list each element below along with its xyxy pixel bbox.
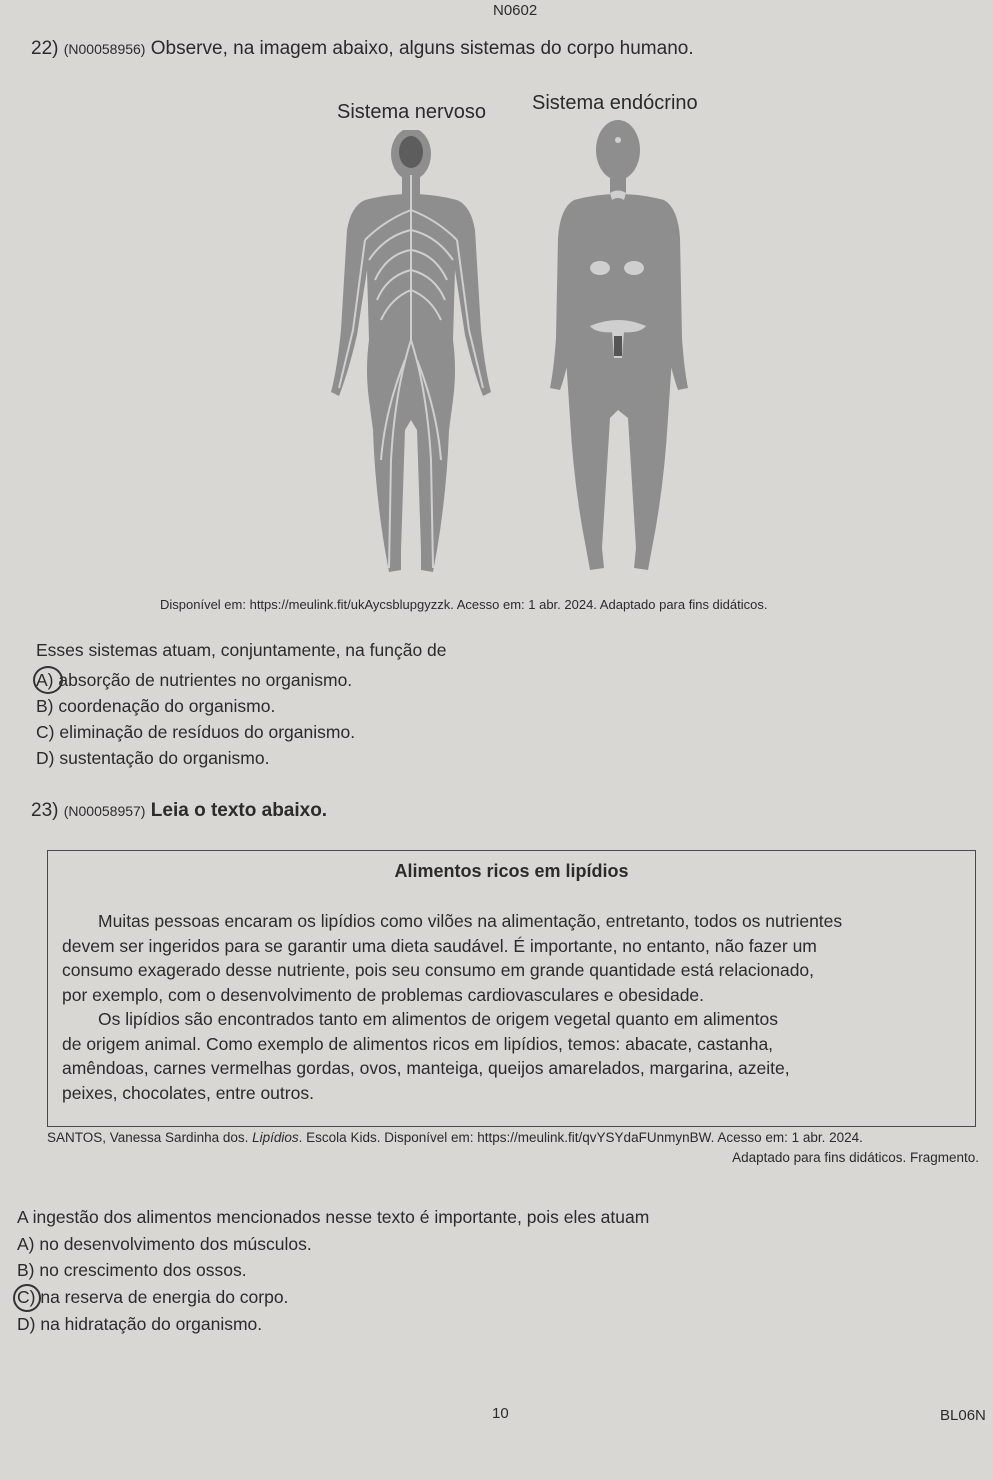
answer-mark-circle (13, 1284, 41, 1312)
option-text: sustentação do organismo. (59, 748, 270, 768)
q22-heading (31, 38, 694, 60)
header-code: N0602 (493, 2, 538, 19)
paragraph-2 (62, 1007, 963, 1105)
q23-option-d[interactable] (17, 1314, 262, 1335)
source-note: Adaptado para fins didáticos. Fragmento. (732, 1150, 979, 1165)
q23-option-a[interactable] (17, 1234, 312, 1255)
q23-number: 23) (31, 800, 59, 821)
q22-id: (N00058956) (63, 41, 146, 57)
option-letter: B) (17, 1260, 35, 1280)
option-letter: A) (17, 1234, 35, 1254)
option-text: no desenvolvimento dos músculos. (39, 1234, 312, 1254)
q22-option-d[interactable] (36, 748, 269, 769)
text-box (47, 850, 976, 1127)
source-title: Lipídios (252, 1130, 299, 1145)
q22-option-c[interactable] (36, 722, 355, 743)
q22-option-b[interactable] (36, 696, 275, 717)
option-text: na reserva de energia do corpo. (40, 1287, 289, 1307)
option-text: absorção de nutrientes no organismo. (58, 670, 353, 690)
box-title: Alimentos ricos em lipídios (394, 861, 629, 881)
para2-line-4: peixes, chocolates, entre outros. (62, 1082, 314, 1103)
q22-option-a[interactable] (36, 670, 352, 691)
q23-prompt: Leia o texto abaixo. (150, 800, 328, 821)
page-number: 10 (492, 1405, 509, 1422)
option-letter: C) (36, 722, 55, 742)
para1-line-3: consumo exagerado desse nutriente, pois seu consumo em grande quantidade está relacionado, (62, 960, 815, 980)
q23-option-b[interactable] (17, 1260, 247, 1281)
figure-label-nervous: Sistema nervoso (337, 101, 486, 123)
nervous-system-figure (325, 130, 500, 580)
option-letter: C) (17, 1287, 36, 1307)
q23-heading (31, 800, 327, 822)
para2-line-3: amêndoas, carnes vermelhas gordas, ovos, manteiga, queijos amarelados, margarina, azeite, (62, 1058, 790, 1078)
q23-stem: A ingestão dos alimentos mencionados nesse texto é importante, pois eles atuam (17, 1207, 650, 1227)
para1-line-4: por exemplo, com o desenvolvimento de problemas cardiovasculares e obesidade. (62, 984, 705, 1005)
answer-mark-circle (33, 666, 63, 694)
option-text: no crescimento dos ossos. (39, 1260, 247, 1280)
q23-id: (N00058957) (63, 803, 146, 819)
paragraph-1 (62, 909, 963, 1007)
option-letter: D) (36, 748, 55, 768)
para2-line-2: de origem animal. Como exemplo de alimentos ricos em lipídios, temos: abacate, castanha, (62, 1033, 774, 1054)
endocrine-system-figure (540, 118, 700, 580)
q22-stem: Esses sistemas atuam, conjuntamente, na função de (36, 640, 447, 660)
q22-prompt: Observe, na imagem abaixo, alguns sistemas do corpo humano. (150, 38, 694, 59)
figure-label-endocrine: Sistema endócrino (532, 92, 698, 114)
option-letter: A) (36, 670, 54, 690)
para1-line-1: Muitas pessoas encaram os lipídios como vilões na alimentação, entretanto, todos os nutrientes (98, 911, 843, 931)
option-text: eliminação de resíduos do organismo. (59, 722, 356, 742)
q23-option-c[interactable] (17, 1287, 288, 1308)
text-source (47, 1130, 863, 1145)
source-details: . Escola Kids. Disponível em: https://meulink.fit/qvYSYdaFUnmynBW. Acesso em: 1 abr. 2024. (298, 1130, 863, 1145)
para1-line-2: devem ser ingeridos para se garantir uma dieta saudável. É importante, no entanto, não fazer um (62, 935, 817, 956)
para2-line-1: Os lipídios são encontrados tanto em alimentos de origem vegetal quanto em alimentos (98, 1009, 778, 1029)
figure-caption: Disponível em: https://meulink.fit/ukAycsblupgyzzk. Acesso em: 1 abr. 2024. Adaptado para fins didáticos. (160, 597, 768, 612)
q22-number: 22) (31, 38, 59, 59)
option-letter: D) (17, 1314, 36, 1334)
source-author: SANTOS, Vanessa Sardinha dos. (47, 1130, 253, 1145)
option-letter: B) (36, 696, 54, 716)
option-text: na hidratação do organismo. (40, 1314, 263, 1334)
footer-code: BL06N (940, 1407, 986, 1424)
option-text: coordenação do organismo. (58, 696, 276, 716)
